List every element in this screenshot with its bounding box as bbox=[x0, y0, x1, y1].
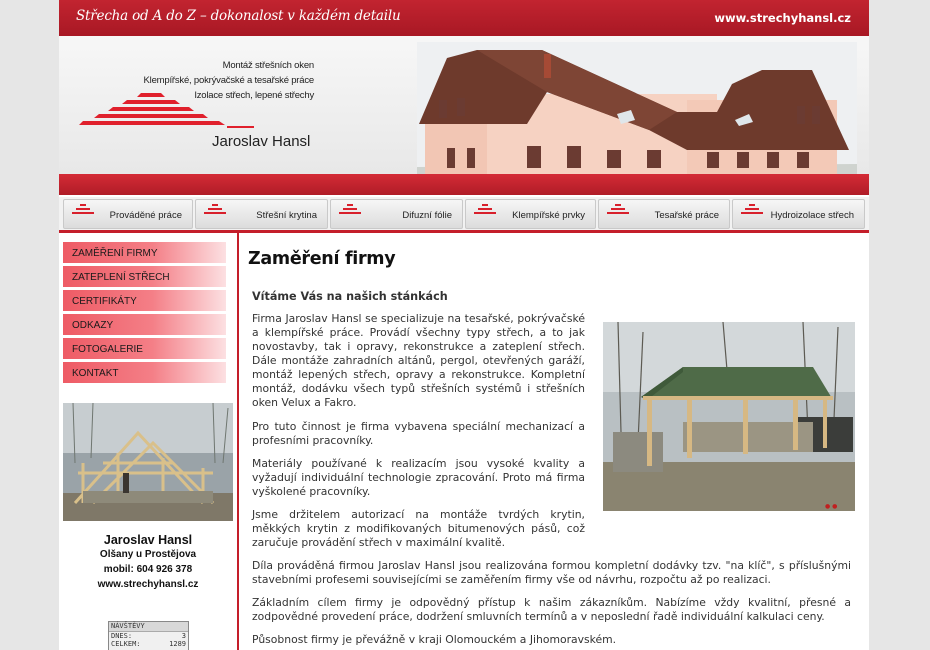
counter-title: NÁVŠTĚVY bbox=[109, 622, 188, 632]
sidebar-item-zatepleni-strech[interactable]: ZATEPLENÍ STŘECH bbox=[63, 266, 226, 288]
roof-stripes-icon bbox=[339, 204, 361, 216]
header bbox=[59, 36, 869, 174]
main-content bbox=[245, 233, 857, 650]
nav-stresni-krytina[interactable] bbox=[195, 199, 328, 229]
contact-web-link[interactable]: www.strechyhansl.cz bbox=[97, 579, 199, 590]
nav-difuzni-folie[interactable] bbox=[330, 199, 463, 229]
nav-provadene-prace[interactable] bbox=[63, 199, 193, 229]
roof-stripes-icon bbox=[72, 204, 94, 216]
site-url-link[interactable]: www.strechyhansl.cz bbox=[714, 11, 851, 25]
roof-stripes-icon bbox=[607, 204, 629, 216]
page-title: Zaměření firmy bbox=[248, 249, 396, 269]
svg-text:● ●: ● ● bbox=[825, 503, 838, 510]
contact-address: Olšany u Prostějova bbox=[99, 549, 197, 560]
roof-stripes-icon bbox=[204, 204, 226, 216]
sidebar-item-certifikaty[interactable]: CERTIFIKÁTY bbox=[63, 290, 226, 312]
sidebar-item-kontakt[interactable]: KONTAKT bbox=[63, 362, 226, 384]
top-banner bbox=[59, 0, 869, 36]
owner-name: Jaroslav Hansl bbox=[212, 133, 311, 150]
nav-klempirske-prvky[interactable] bbox=[465, 199, 596, 229]
nav-hydroizolace-strech[interactable] bbox=[732, 199, 865, 229]
roof-stripes-icon bbox=[474, 204, 496, 216]
nav-label: Difuzní fólie bbox=[402, 210, 452, 221]
service-item: Montáž střešních oken bbox=[222, 60, 314, 71]
nav-label: Prováděné práce bbox=[109, 210, 182, 221]
counter-total-label: CELKEM: bbox=[111, 640, 141, 648]
paragraph: Pro tuto činnost je firma vybavena speciální mechanizací a profesními pracovníky. bbox=[252, 420, 585, 447]
service-item: Klempířské, pokrývačské a tesařské práce bbox=[143, 75, 314, 86]
visit-counter bbox=[108, 621, 189, 650]
roof-stripes-icon bbox=[741, 204, 763, 216]
counter-today-label: DNES: bbox=[111, 631, 133, 640]
page bbox=[59, 0, 869, 650]
main-nav bbox=[59, 197, 869, 233]
house-photo bbox=[417, 42, 857, 174]
contact-block bbox=[59, 533, 237, 592]
sidebar bbox=[59, 233, 239, 650]
service-item: Izolace střech, lepené střechy bbox=[194, 90, 314, 101]
paragraph: Působnost firmy je převážně v kraji Olomouckém a Jihomoravském. bbox=[252, 633, 617, 646]
counter-total-value: 1289 bbox=[169, 640, 186, 648]
paragraph: Firma Jaroslav Hansl se specializuje na tesařské, pokrývačské a klempířské práce. Provádí všechny typy střech, a to jak novostavby, tak i opravy, rekonstrukce a zateplení střech. Dále montáže zahradních altánů, pergol, otevřených garáží, montáž lepených střech, opravy a rekonstrukce. Kompletní montáž, dodávku všech typů střešních systémů i střešních oken Velux a Fakro. bbox=[252, 312, 585, 409]
sidebar-item-zamereni-firmy[interactable]: ZAMĚŘENÍ FIRMY bbox=[63, 242, 226, 264]
paragraph: Základním cílem firmy je odpovědný přístup k našim zákazníkům. Nabízíme vždy kvalitní, přesné a zodpovědné provedení práce, dodržení smluvních termínů a v neposlední řadě individuální kalkulaci ceny. bbox=[252, 596, 851, 623]
garden-arbor-photo bbox=[603, 322, 855, 511]
contact-phone: mobil: 604 926 378 bbox=[103, 564, 193, 575]
timber-frame-photo bbox=[63, 403, 233, 521]
welcome-heading: Vítáme Vás na našich stánkách bbox=[252, 290, 448, 303]
nav-label: Klempířské prvky bbox=[512, 210, 585, 221]
header-red-band bbox=[59, 174, 869, 195]
nav-label: Střešní krytina bbox=[256, 210, 317, 221]
paragraph: Díla prováděná firmou Jaroslav Hansl jsou realizována formou kompletní dodávky tzv. "na klíč", s příslušnými stavebními profesemi souvisejícími se zaměřením firmy vše od návrhu, rozpočtu až po realizaci. bbox=[252, 559, 851, 586]
sidebar-item-fotogalerie[interactable]: FOTOGALERIE bbox=[63, 338, 226, 360]
paragraph: Materiály používané k realizacím jsou vysoké kvality a vyžadují individuální technologie zpracování. Proto má firma vyškolené pracovníky. bbox=[252, 457, 585, 498]
counter-today-value: 3 bbox=[181, 631, 186, 640]
nav-label: Tesařské práce bbox=[654, 210, 719, 221]
slogan: Střecha od A do Z – dokonalost v každém detailu bbox=[76, 8, 401, 24]
sidebar-item-odkazy[interactable]: ODKAZY bbox=[63, 314, 226, 336]
paragraph: Jsme držitelem autorizací na montáže tvrdých krytin, měkkých krytin z modifikovaných bitumenových pásů, což zaručuje provádění střech v maximální kvalitě. bbox=[252, 508, 585, 549]
nav-tesarske-prace[interactable] bbox=[598, 199, 730, 229]
contact-name: Jaroslav Hansl bbox=[103, 533, 193, 547]
roof-logo-icon bbox=[79, 91, 254, 129]
nav-label: Hydroizolace střech bbox=[770, 210, 854, 221]
